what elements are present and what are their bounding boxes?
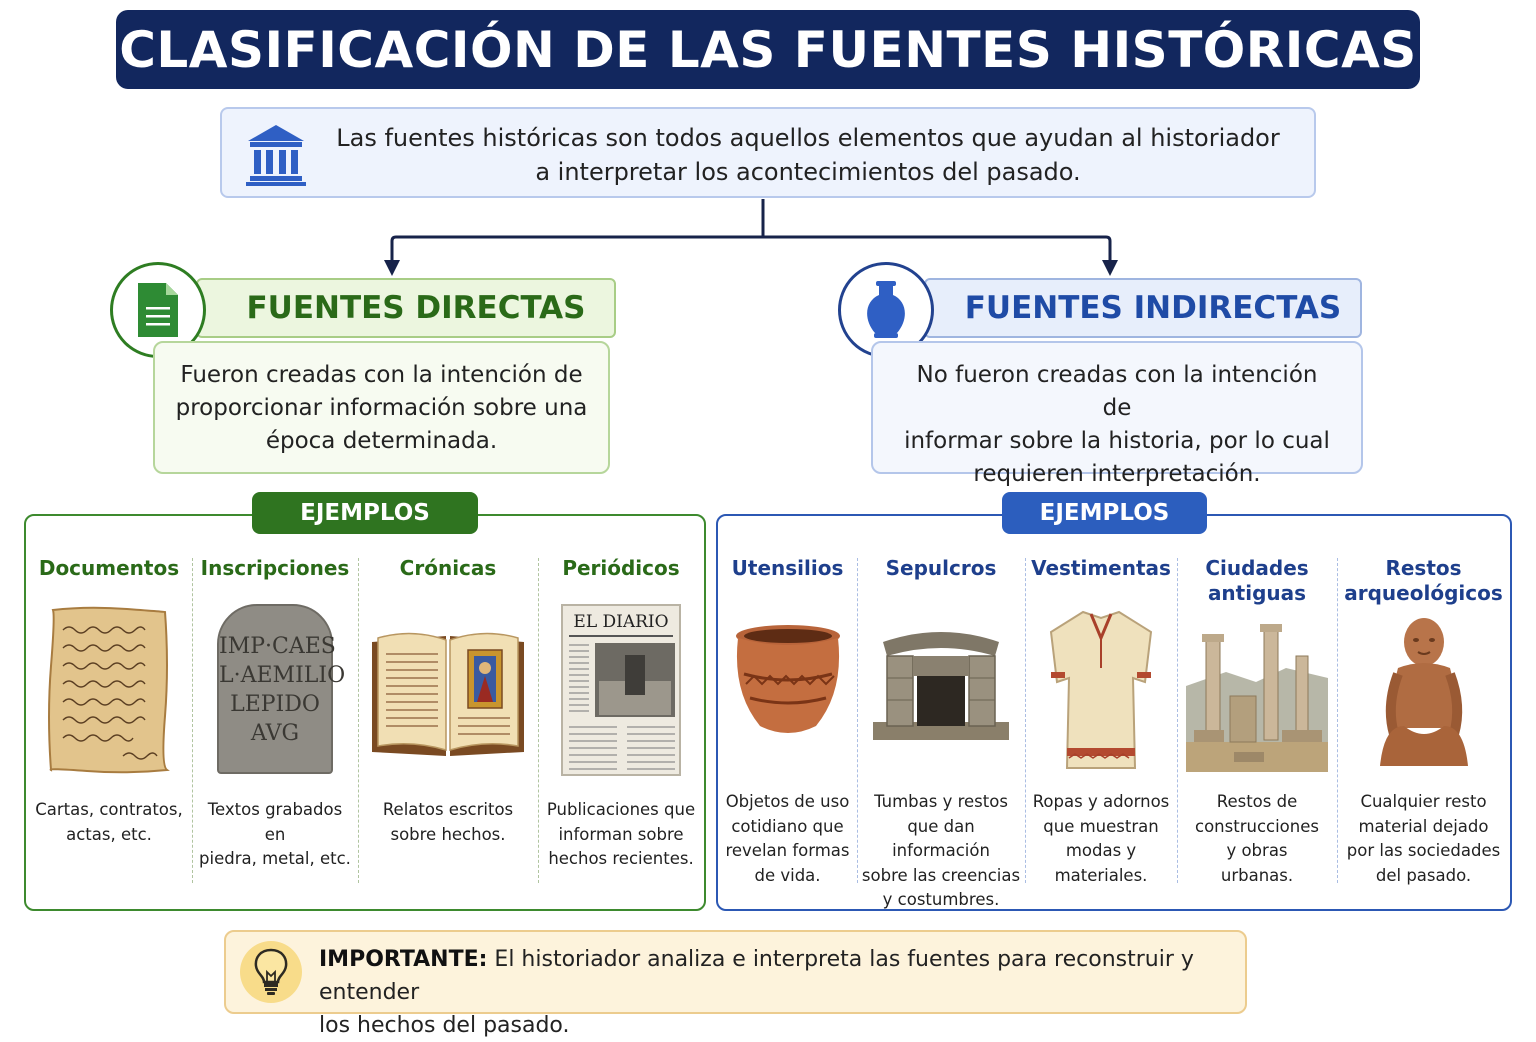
example-title: Crónicas: [399, 556, 497, 580]
example-title-line: Utensilios: [731, 556, 844, 580]
ancient-ruins-icon: [1186, 626, 1328, 772]
example-title-line: Ciudades: [1205, 556, 1309, 580]
direct-desc-line: Fueron creadas con la intención de: [180, 362, 583, 388]
example-text: [1181, 790, 1333, 888]
example-text-line: revelan formas: [725, 841, 850, 860]
open-book-icon: [368, 622, 528, 762]
example-text-line: hechos recientes.: [548, 849, 694, 868]
example-sepulcros: [857, 516, 1025, 909]
example-text: [1341, 790, 1506, 888]
example-title: [1025, 556, 1177, 581]
example-title: Periódicos: [562, 556, 680, 580]
example-text-line: por las sociedades: [1346, 841, 1501, 860]
tomb-icon: [873, 622, 1009, 744]
example-text: [362, 798, 534, 847]
indirect-sources-header: [924, 278, 1362, 338]
page-title: CLASIFICACIÓN DE LAS FUENTES HISTÓRICAS: [119, 20, 1417, 79]
indirect-desc-line: No fueron creadas con la intención de: [916, 362, 1318, 421]
example-vestimentas: [1025, 516, 1177, 909]
example-utensilios: [718, 516, 857, 909]
intro-text: [312, 121, 1304, 189]
document-icon: [136, 281, 180, 339]
stone-text-line: L·AEMILIO: [219, 663, 346, 688]
inscribed-stone-icon: [217, 604, 346, 774]
example-text-line: cotidiano que: [731, 816, 844, 836]
example-text-line: Objetos de uso: [725, 792, 850, 811]
indirect-examples-label: EJEMPLOS: [1002, 492, 1207, 534]
important-note: [224, 930, 1247, 1038]
parchment-document-icon: [47, 606, 171, 774]
title-bar: [116, 10, 1420, 89]
example-documentos: [26, 516, 192, 909]
example-text-line: de vida.: [754, 865, 821, 885]
example-title: Documentos: [38, 556, 180, 580]
example-text-line: construcciones: [1195, 816, 1319, 836]
direct-desc-line: proporcionar información sobre una: [175, 395, 588, 421]
example-text-line: piedra, metal, etc.: [199, 849, 351, 868]
clay-figure-icon: [1374, 616, 1474, 774]
lightbulb-icon: [240, 941, 302, 1003]
direct-desc-line: época determinada.: [265, 428, 498, 454]
example-text-line: material dejado: [1358, 816, 1489, 836]
important-line-1: [319, 943, 1229, 1009]
newspaper-masthead: EL DIARIO: [569, 612, 673, 637]
example-title: [718, 556, 857, 581]
indirect-examples-panel: [716, 514, 1512, 911]
example-text: [196, 798, 354, 872]
example-text: [1029, 790, 1173, 888]
example-text: [722, 790, 853, 888]
intro-box: [220, 107, 1316, 198]
clay-pot-icon: [730, 622, 846, 742]
direct-sources-title: FUENTES DIRECTAS: [246, 290, 586, 326]
important-label: IMPORTANTE:: [319, 947, 488, 972]
example-text-line: Cartas, contratos,: [35, 800, 183, 819]
example-text-line: y costumbres.: [882, 890, 1000, 909]
example-text-line: materiales.: [1054, 865, 1148, 885]
example-title-line: arqueológicos: [1344, 581, 1503, 605]
important-line-2: los hechos del pasado.: [319, 1013, 570, 1038]
example-text-line: del pasado.: [1375, 865, 1472, 885]
example-text-line: actas, etc.: [66, 824, 152, 844]
example-restos-arqueologicos: [1337, 516, 1510, 909]
example-text-line: que dan información: [892, 816, 990, 860]
example-inscripciones: [192, 516, 358, 909]
direct-examples-panel: [24, 514, 706, 911]
example-text: [542, 798, 700, 872]
example-title: [857, 556, 1025, 581]
example-text-line: que muestran: [1043, 816, 1159, 836]
vase-icon: [861, 279, 911, 341]
intro-line-1: Las fuentes históricas son todos aquellos elementos que ayudan al historiador: [336, 124, 1280, 152]
intro-line-2: a interpretar los acontecimientos del pasado.: [535, 158, 1081, 186]
example-title-line: Vestimentas: [1031, 556, 1171, 580]
example-text-line: y obras: [1226, 841, 1288, 860]
example-text-line: Tumbas y restos: [874, 792, 1008, 811]
example-text-line: Relatos escritos: [382, 800, 514, 819]
example-text-line: urbanas.: [1220, 865, 1294, 885]
example-text-line: modas y: [1065, 841, 1137, 860]
example-title: [1177, 556, 1337, 606]
example-text-line: sobre hechos.: [390, 824, 506, 844]
example-ciudades-antiguas: [1177, 516, 1337, 909]
indirect-desc-line: requieren interpretación.: [973, 461, 1261, 487]
example-text: [861, 790, 1021, 913]
stone-text-line: AVG: [250, 721, 300, 746]
lightbulb-glyph: [254, 948, 288, 996]
example-cronicas: [358, 516, 538, 909]
example-text-line: informan sobre: [558, 824, 684, 844]
example-text-line: sobre las creencias: [861, 865, 1021, 885]
direct-sources-header: [196, 278, 616, 338]
important-text: [319, 943, 1229, 1042]
example-text-line: Restos de: [1216, 792, 1298, 811]
example-text: [30, 798, 188, 847]
example-title-line: Sepulcros: [885, 556, 997, 580]
example-title-line: antiguas: [1207, 581, 1307, 605]
classical-building-icon: [244, 121, 308, 187]
newspaper-icon: [561, 604, 681, 776]
indirect-desc-line: informar sobre la historia, por lo cual: [904, 428, 1330, 454]
direct-examples-label: EJEMPLOS: [252, 492, 478, 534]
stone-text-line: IMP·CAES: [219, 634, 336, 659]
direct-description: [153, 341, 610, 474]
example-title-line: Restos: [1385, 556, 1462, 580]
stone-text-line: LEPIDO: [230, 692, 320, 717]
example-text-line: Ropas y adornos: [1032, 792, 1170, 811]
example-text-line: Cualquier resto: [1360, 792, 1487, 811]
example-title: [1337, 556, 1510, 606]
example-text-line: Textos grabados en: [207, 800, 343, 844]
indirect-sources-title: FUENTES INDIRECTAS: [964, 290, 1342, 326]
example-periodicos: [538, 516, 704, 909]
important-line-1-text: El historiador analiza e interpreta las fuentes para reconstruir y entender: [319, 947, 1194, 1005]
newspaper-body-icon: [569, 641, 675, 777]
indirect-description: [871, 341, 1363, 487]
tunic-icon: [1045, 608, 1157, 772]
example-title: Inscripciones: [200, 556, 350, 580]
example-text-line: Publicaciones que: [546, 800, 696, 819]
